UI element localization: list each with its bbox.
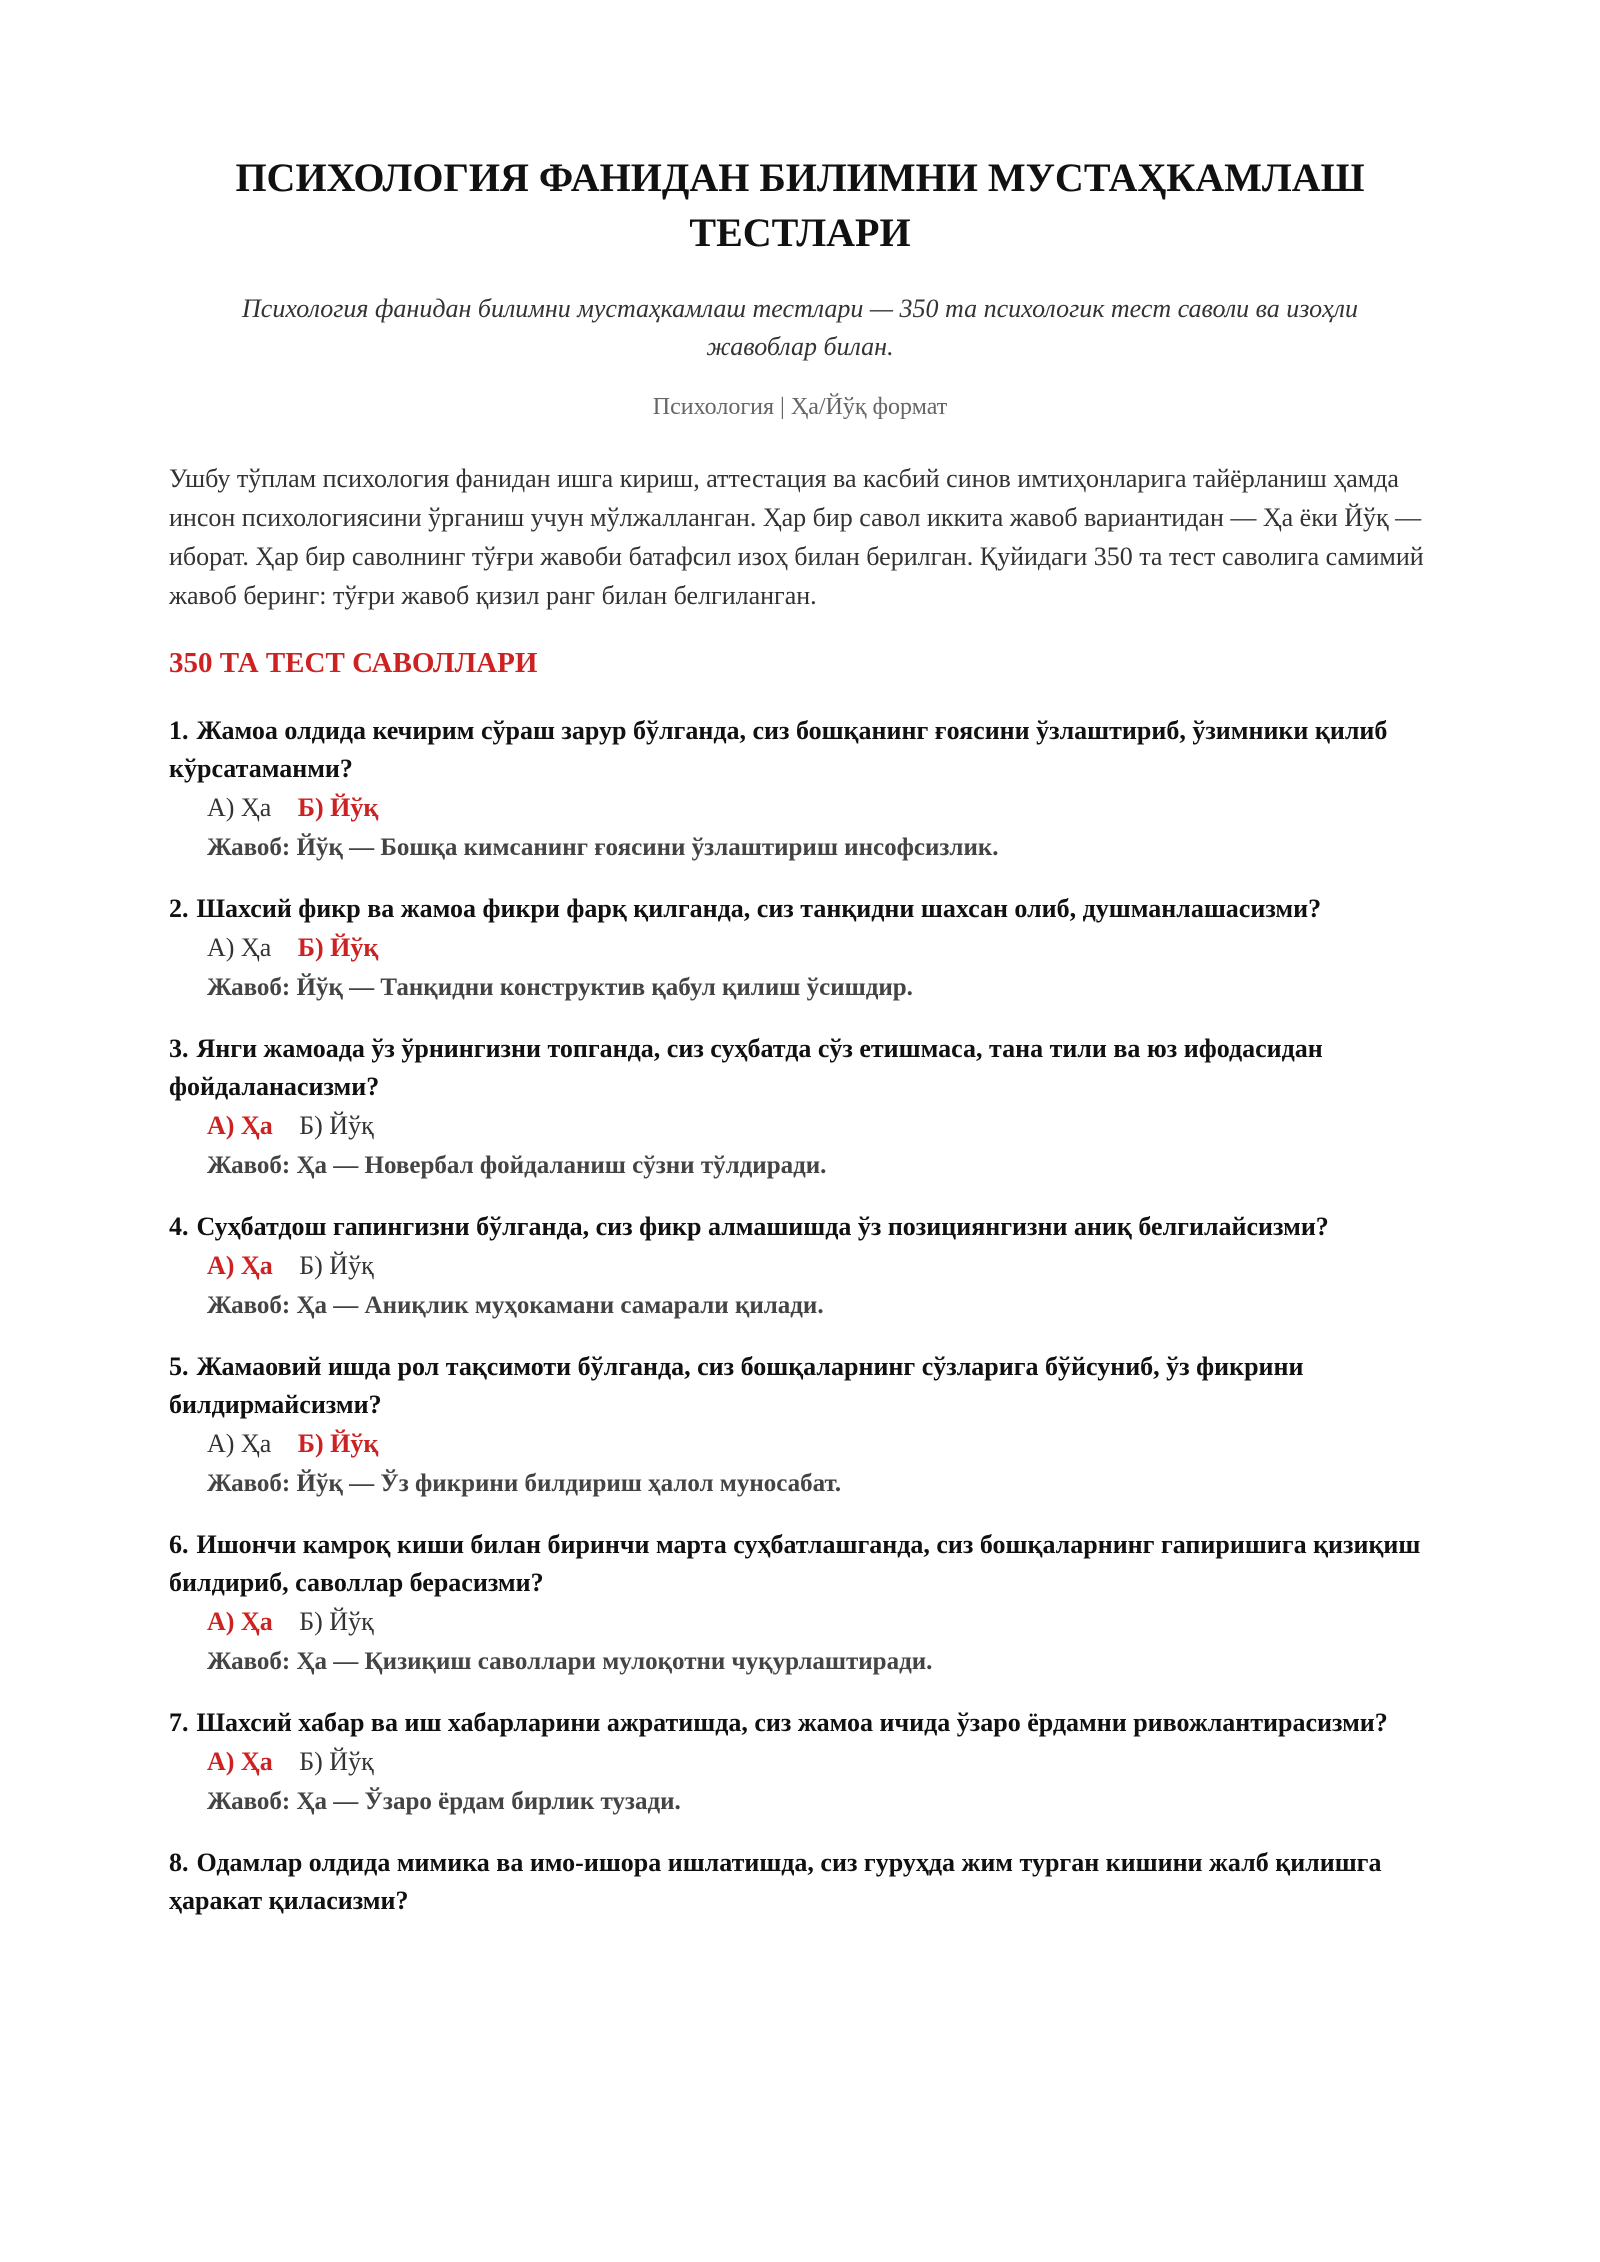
- document-title: ПСИХОЛОГИЯ ФАНИДАН БИЛИМНИ МУСТАҲКАМЛАШ ТЕСТЛАРИ: [235, 155, 1365, 255]
- answer-explanation: Жавоб: Ҳа — Новербал фойдаланиш сўзни тўлдиради.: [207, 1152, 827, 1179]
- option-a: А) Ҳа: [207, 793, 272, 822]
- question-options: [207, 928, 1431, 968]
- question-item: [169, 1704, 1431, 1822]
- question-text: [169, 1526, 1431, 1602]
- question-text: [169, 890, 1431, 928]
- question-body: Суҳбатдош гапингизни бўлганда, сиз фикр алмашишда ўз позициянгизни аниқ белгилайсизми?: [196, 1212, 1329, 1241]
- question-options: [207, 788, 1431, 828]
- question-text: [169, 1208, 1431, 1246]
- question-options: [207, 1602, 1431, 1642]
- option-b-correct: Б) Йўқ: [297, 793, 379, 822]
- section-heading: 350 ТА ТЕСТ САВОЛЛАРИ: [169, 647, 538, 679]
- question-body: Шахсий хабар ва иш хабарларини ажратишда, сиз жамоа ичида ўзаро ёрдамни ривожлантирасизми?: [196, 1708, 1388, 1737]
- option-b: Б) Йўқ: [299, 1607, 374, 1636]
- question-text: [169, 712, 1431, 788]
- question-options: [207, 1106, 1431, 1146]
- question-options: [207, 1246, 1431, 1286]
- option-a-correct: А) Ҳа: [207, 1607, 273, 1636]
- question-item: [169, 1844, 1431, 1920]
- question-number: 6.: [169, 1530, 189, 1559]
- document-subtitle: Психология фанидан билимни мустаҳкамлаш тестлари — 350 та психологик тест саволи ва изоҳли жавоблар билан.: [242, 294, 1358, 361]
- question-item: [169, 1526, 1431, 1682]
- question-list: [169, 712, 1431, 1920]
- question-body: Жамаовий ишда рол тақсимоти бўлганда, сиз бошқаларнинг сўзларига бўйсуниб, ўз фикрини билдирмайсизми?: [169, 1352, 1304, 1419]
- question-number: 8.: [169, 1848, 189, 1877]
- question-body: Янги жамоада ўз ўрнингизни топганда, сиз суҳбатда сўз етишмаса, тана тили ва юз ифодасидан фойдаланасизми?: [169, 1034, 1323, 1101]
- option-b: Б) Йўқ: [299, 1251, 374, 1280]
- question-item: [169, 712, 1431, 868]
- question-body: Ишончи камроқ киши билан биринчи марта суҳбатлашганда, сиз бошқаларнинг гапиришига қизиқиш билдириб, саволлар берасизми?: [169, 1530, 1421, 1597]
- question-item: [169, 1208, 1431, 1326]
- option-b: Б) Йўқ: [299, 1747, 374, 1776]
- question-body: Одамлар олдида мимика ва имо-ишора ишлатишда, сиз гуруҳда жим турган кишини жалб қилишга ҳаракат қиласизми?: [169, 1848, 1382, 1915]
- question-text: [169, 1844, 1431, 1920]
- answer-explanation: Жавоб: Йўқ — Ўз фикрини билдириш ҳалол муносабат.: [207, 1470, 842, 1497]
- question-number: 7.: [169, 1708, 189, 1737]
- question-options: [207, 1424, 1431, 1464]
- option-a-correct: А) Ҳа: [207, 1747, 273, 1776]
- question-number: 5.: [169, 1352, 189, 1381]
- question-number: 1.: [169, 716, 189, 745]
- option-b-correct: Б) Йўқ: [297, 933, 379, 962]
- option-a-correct: А) Ҳа: [207, 1111, 273, 1140]
- question-body: Шахсий фикр ва жамоа фикри фарқ қилганда, сиз танқидни шахсан олиб, душманлашасизми?: [196, 894, 1322, 923]
- question-item: [169, 1030, 1431, 1186]
- option-a-correct: А) Ҳа: [207, 1251, 273, 1280]
- question-text: [169, 1348, 1431, 1424]
- question-item: [169, 890, 1431, 1008]
- question-text: [169, 1030, 1431, 1106]
- option-b: Б) Йўқ: [299, 1111, 374, 1140]
- answer-explanation: Жавоб: Ҳа — Қизиқиш саволлари мулоқотни чуқурлаштиради.: [207, 1648, 933, 1675]
- question-number: 2.: [169, 894, 189, 923]
- intro-paragraph: Ушбу тўплам психология фанидан ишга кириш, аттестация ва касбий синов имтиҳонларига тайёрланиш ҳамда инсон психологиясини ўрганиш учун мўлжалланган. Ҳар бир савол иккита жавоб вариантидан — Ҳа ёки Йўқ — иборат. Ҳар бир саволнинг тўғри жавоби батафсил изоҳ билан берилган. Қуйидаги 350 та тест саволига самимий жавоб беринг: тўғри жавоб қизил ранг билан белгиланган.: [169, 464, 1424, 610]
- option-b-correct: Б) Йўқ: [297, 1429, 379, 1458]
- question-body: Жамоа олдида кечирим сўраш зарур бўлганда, сиз бошқанинг ғоясини ўзлаштириб, ўзимники қилиб кўрсатаманми?: [169, 716, 1388, 783]
- document-page: [169, 0, 1431, 1942]
- answer-explanation: Жавоб: Ҳа — Аниқлик муҳокамани самарали қилади.: [207, 1292, 824, 1319]
- option-a: А) Ҳа: [207, 1429, 272, 1458]
- answer-explanation: Жавоб: Йўқ — Бошқа кимсанинг ғоясини ўзлаштириш инсофсизлик.: [207, 834, 999, 861]
- option-a: А) Ҳа: [207, 933, 272, 962]
- question-item: [169, 1348, 1431, 1504]
- question-options: [207, 1742, 1431, 1782]
- document-meta: Психология | Ҳа/Йўқ формат: [652, 394, 948, 420]
- answer-explanation: Жавоб: Йўқ — Танқидни конструктив қабул қилиш ўсишдир.: [207, 974, 913, 1001]
- question-number: 4.: [169, 1212, 189, 1241]
- question-text: [169, 1704, 1431, 1742]
- answer-explanation: Жавоб: Ҳа — Ўзаро ёрдам бирлик тузади.: [207, 1788, 681, 1815]
- question-number: 3.: [169, 1034, 189, 1063]
